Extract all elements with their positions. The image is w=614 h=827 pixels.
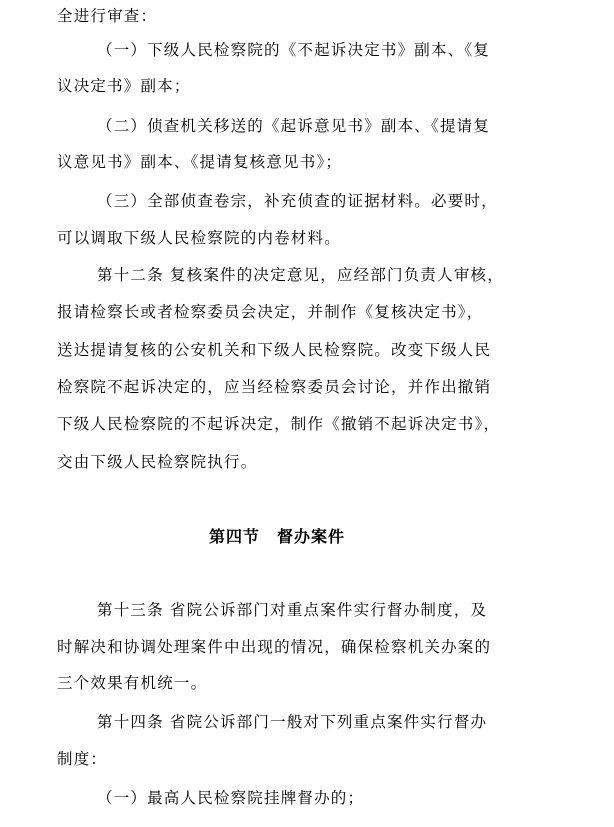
text-line: （一）最高人民检察院挂牌督办的； [97, 789, 365, 807]
text-line: 制度： [57, 750, 108, 768]
text-line: （二）侦查机关移送的《起诉意见书》副本、《提请复 [97, 117, 491, 135]
text-line: 全进行审查： [57, 7, 158, 25]
text-line: 报请检察长或者检察委员会决定，并制作《复核决定书》， [57, 303, 484, 321]
text-line: 议决定书》副本； [57, 77, 191, 95]
text-line: （三）全部侦查卷宗，补充侦查的证据材料。必要时， [97, 192, 498, 210]
text-line: 检察院不起诉决定的，应当经检察委员会讨论，并作出撤销 [57, 378, 492, 396]
text-line: 交由下级人民检察院执行。 [57, 453, 258, 471]
text-line: 第十二条 复核案件的决定意见，应经部门负责人审核， [97, 266, 504, 284]
text-line: 时解决和协调处理案件中出现的情况，确保检察机关办案的 [57, 638, 492, 656]
text-line: 第十三条 省院公诉部门对重点案件实行督办制度，及 [97, 601, 488, 619]
text-line: 下级人民检察院的不起诉决定，制作《撤销不起诉决定书》， [57, 415, 501, 433]
text-line: 可以调取下级人民检察院的内卷材料。 [57, 229, 341, 247]
text-line: 送达提请复核的公安机关和下级人民检察院。改变下级人民 [57, 341, 492, 359]
text-line: 第十四条 省院公诉部门一般对下列重点案件实行督办 [97, 713, 488, 731]
section-heading: 第四节 督办案件 [209, 527, 346, 546]
text-line: （一）下级人民检察院的《不起诉决定书》副本、《复 [97, 41, 491, 59]
text-line: 三个效果有机统一。 [57, 674, 208, 692]
text-line: 议意见书》副本、《提请复核意见书》； [57, 153, 343, 171]
